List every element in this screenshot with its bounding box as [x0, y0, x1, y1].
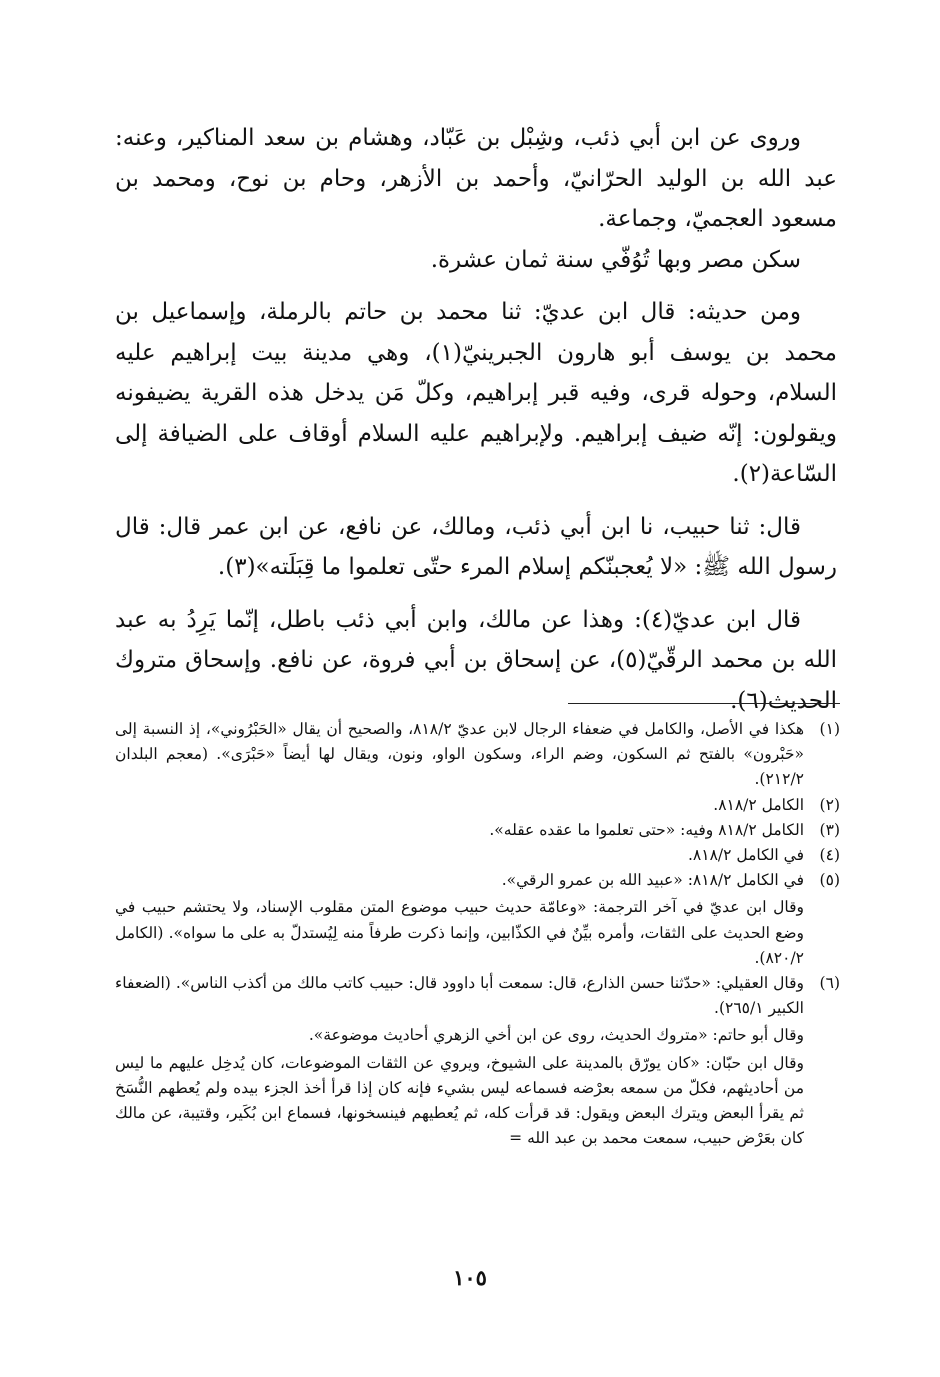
- footnote-4: [115, 843, 840, 868]
- paragraph-hadith-text: قال: ثنا حبيب، نا ابن أبي ذئب، ومالك، عن نافع، عن ابن عمر قال: قال رسول الله ﷺ: «لا يُعجبنّكم إسلام المرء حتّى تعلموا ما قِبَلَته»(٣).: [115, 513, 837, 580]
- footnote-divider: [568, 703, 840, 704]
- footnote-2: [115, 793, 840, 818]
- footnote-3: [115, 818, 840, 843]
- paragraph-hadith-intro: ومن حديثه: قال ابن عديّ: ثنا محمد بن حاتم بالرملة، وإسماعيل بن محمد بن يوسف أبو هارون الجبرينيّ(١)، وهي مدينة بيت إبراهيم عليه السلام، وحوله قرى، وفيه قبر إبراهيم، وكلّ مَن يدخل هذه القرية يضيفونه ويقولون: إنّه ضيف إبراهيم. ولإبراهيم عليه السلام أوقاف على الضيافة إلى السّاعة(٢).: [115, 299, 837, 487]
- footnote-text: الكامل ٨١٨/٢.: [713, 795, 804, 814]
- footnote-number: (٤): [819, 846, 840, 865]
- footnote-text: في الكامل ٨١٨/٢: «عبيد الله بن عمرو الرقي».: [501, 871, 804, 890]
- footnote-5: [115, 868, 840, 971]
- main-text: [115, 118, 837, 721]
- footnote-number: (٢): [819, 795, 840, 814]
- footnote-text: وقال ابن حبّان: «كان يورّق بالمدينة على الشيوخ، ويروي عن الثقات الموضوعات، كان يُدخِل عليهم ما ليس من أحاديثهم، فكلّ من سمعه بعرْضه فسماعه ليس بشيء فإنه كان إذا قرأ أخذ الجزء بيده ولم يُعطهم النُّسَخ ثم يقرأ البعض ويترك البعض ويقول: قد قرأت كله، ثم يُعطيهم فينسخونها، فسماع ابن بُكَير، وقتيبة، عن مالك كان بعَرْض حبيب، سمعت محمد بن عبد الله =: [115, 1053, 804, 1148]
- paragraph-narrators: وروى عن ابن أبي ذئب، وشِبْل بن عَبّاد، وهشام بن سعد المناكير، وعنه: عبد الله بن الوليد الحرّانيّ، وأحمد بن الأزهر، وحام بن نوح، ومحمد بن مسعود العجميّ، وجماعة.: [115, 125, 837, 232]
- footnote-number: (٥): [819, 871, 840, 890]
- footnote-text: هكذا في الأصل، والكامل في ضعفاء الرجال لابن عديّ ٨١٨/٢، والصحيح أن يقال «الحَبْرُوني»، إذ النسبة إلى «حَبْرون» بالفتح ثم السكون، وضم الراء، وسكون الواو، ونون، ويقال لها أيضاً «حَبْرَى». (معجم البلدان ٢١٢/٢).: [115, 720, 805, 789]
- footnote-number: (٣): [819, 820, 840, 839]
- footnote-text: الكامل ٨١٨/٢ وفيه: «حتى تعلموا ما عقده عقله».: [489, 820, 804, 839]
- footnotes: [115, 717, 840, 1151]
- footnote-text: في الكامل ٨١٨/٢.: [687, 846, 804, 865]
- footnote-number: (١): [819, 720, 840, 738]
- footnote-text: وقال العقيلي: «حدّثنا حسن الذارع، قال: سمعت أبا داوود قال: حبيب كاتب مالك من أكذب الناس». (الضعفاء الكبير ٢٦٥/١).: [115, 974, 804, 1018]
- paragraph-ibn-adi-verdict: قال ابن عديّ(٤): وهذا عن مالك، وابن أبي ذئب باطل، إنّما يَرِدُ به عبد الله بن محمد الرقّيّ(٥)، عن إسحاق بن أبي فروة، عن نافع. وإسحاق متروك الحديث(٦).: [115, 606, 837, 714]
- page-number: ١٠٥: [453, 1265, 487, 1290]
- paragraph-death: سكن مصر وبها تُوُفّي سنة ثمان عشرة.: [430, 246, 801, 273]
- footnote-text: وقال أبو حاتم: «متروك الحديث، روى عن ابن أخي الزهري أحاديث موضوعة».: [308, 1026, 804, 1045]
- footnote-text: وقال ابن عديّ في آخر الترجمة: «وعامّة حديث حبيب موضوع المتن مقلوب الإسناد، ولا يحتشم حبيب في وضع الحديث على الثقات، وأمره بيِّنٌ في الكذّابين، وإنما ذكرت طرفاً منه لِيُستدلّ به على ما سواه». (الكامل ٨٢٠/٢).: [115, 898, 804, 967]
- footnote-6: [115, 971, 840, 1151]
- footnote-1: [115, 717, 840, 793]
- footnote-number: (٦): [819, 974, 840, 993]
